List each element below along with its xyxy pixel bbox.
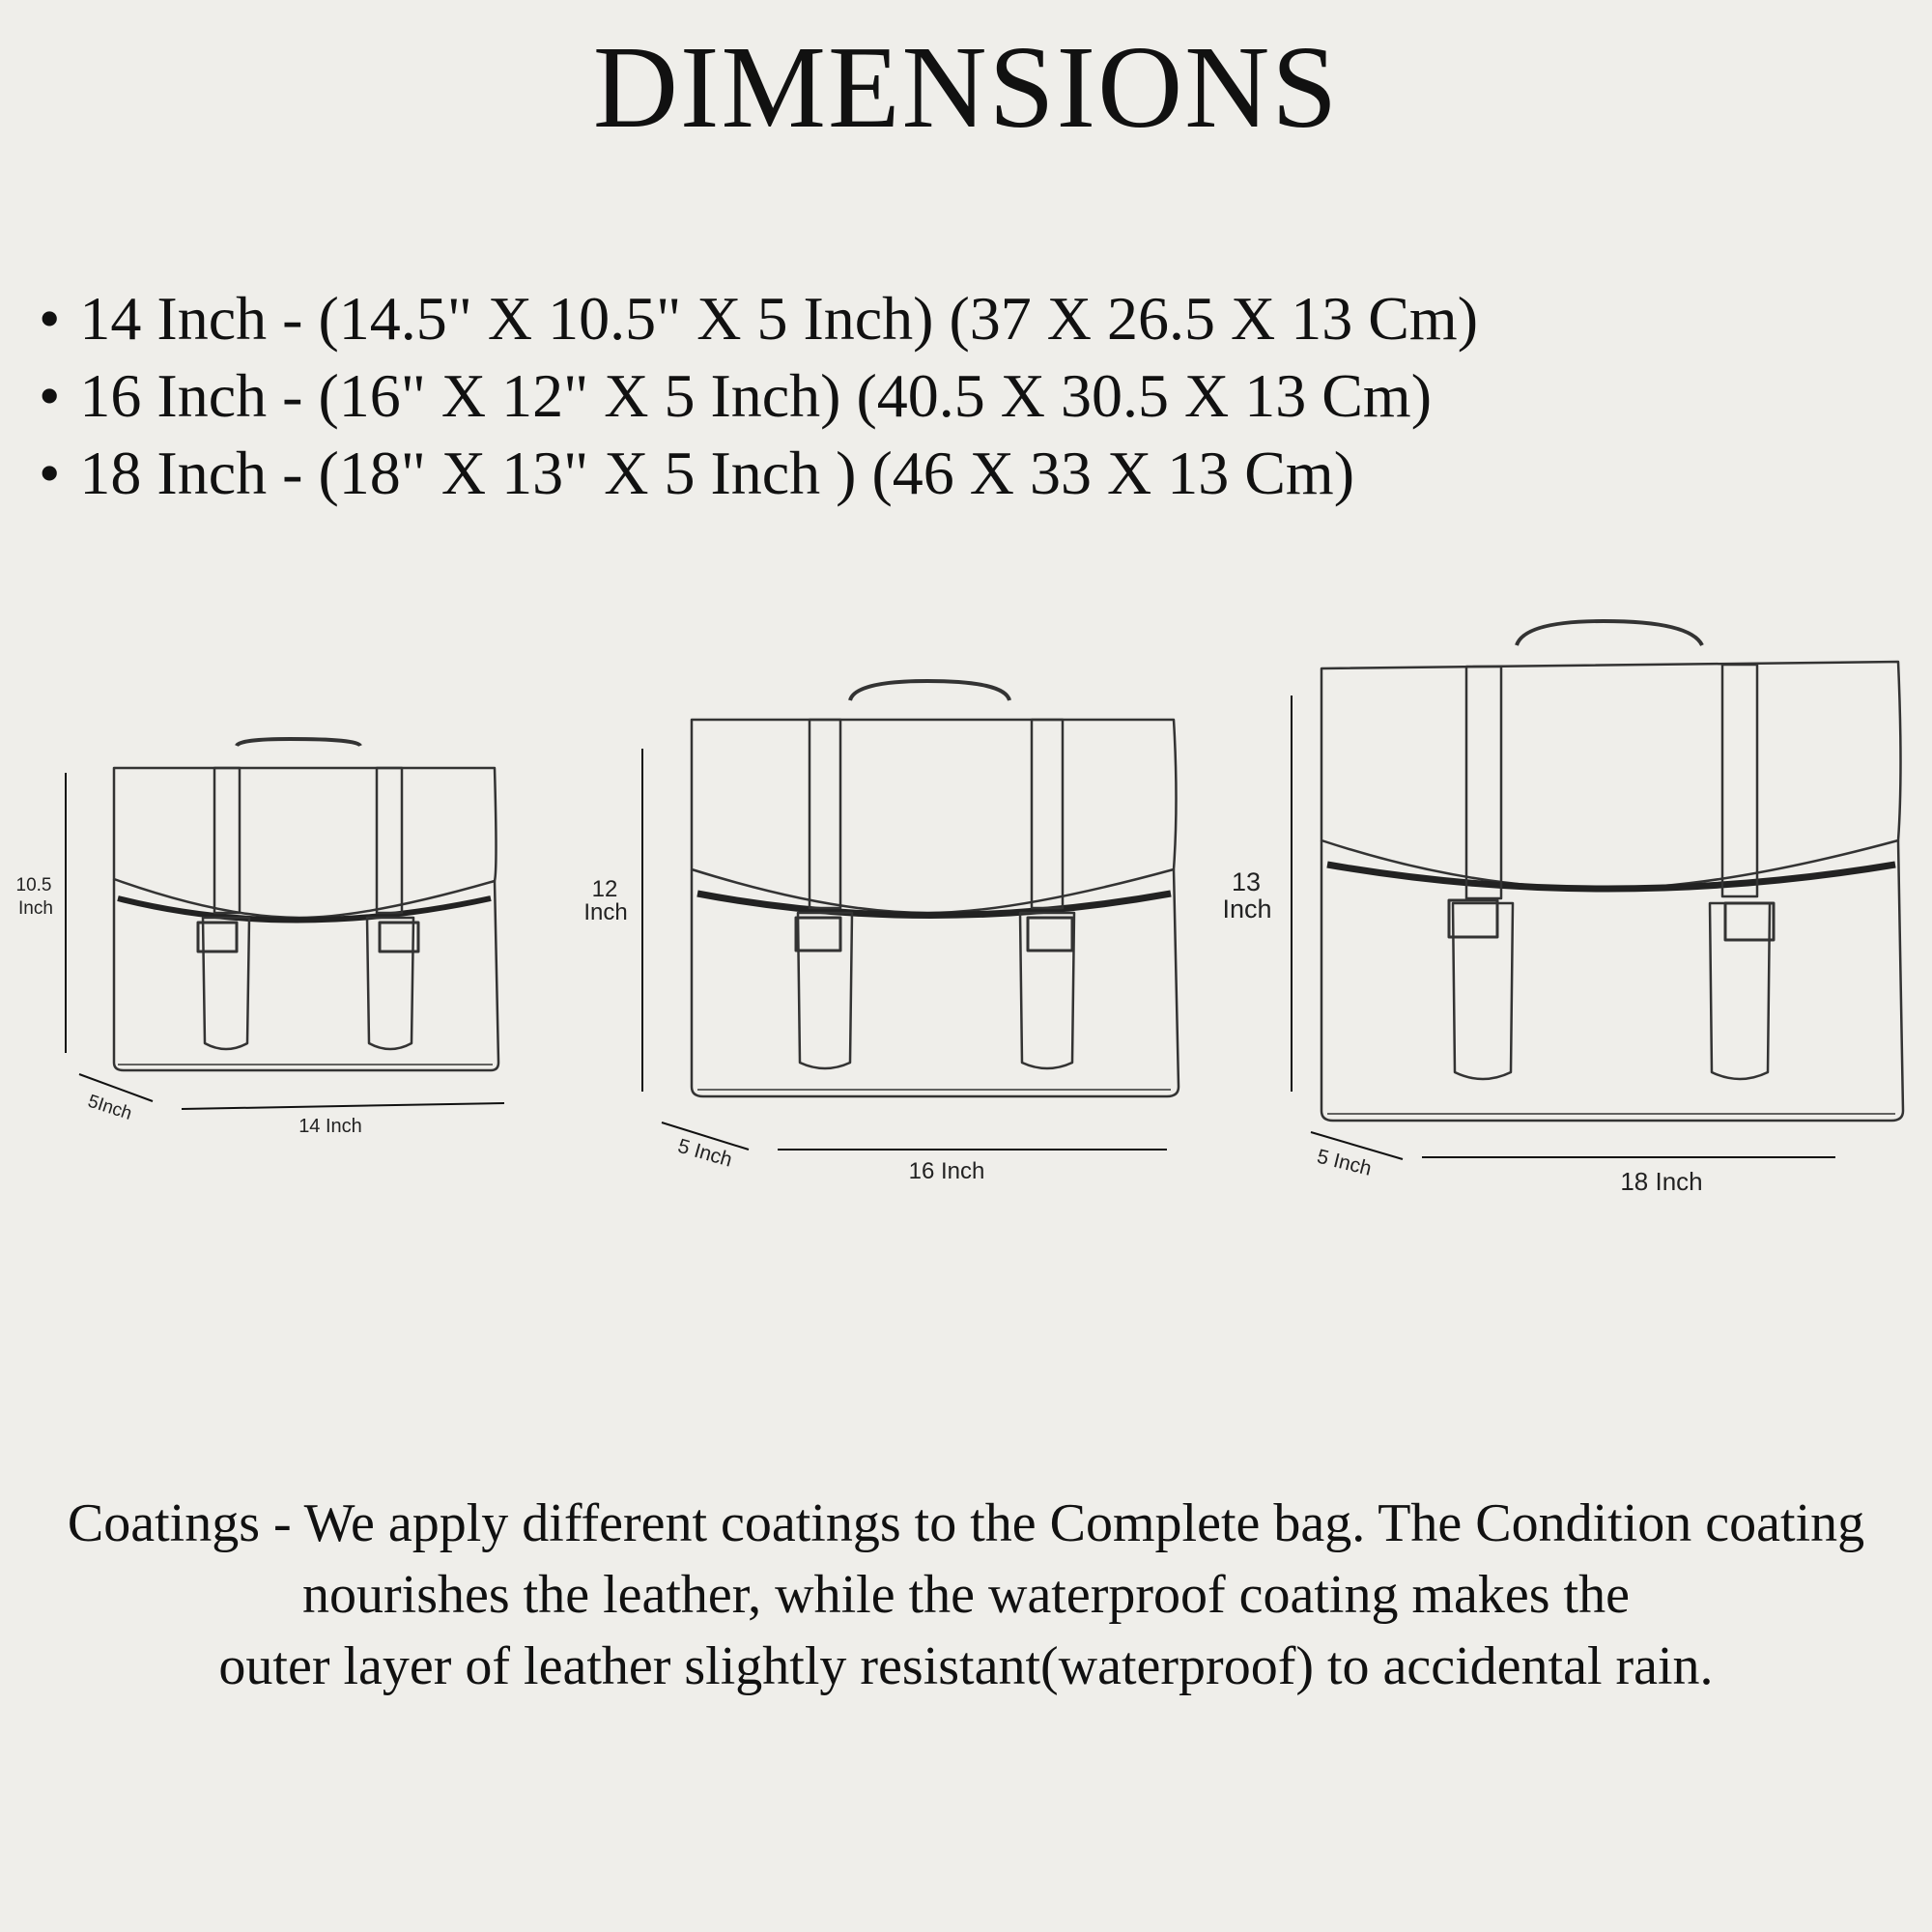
bag-16-inch-illustration [692, 681, 1179, 1096]
spec-16-inch: • 16 Inch - (16" X 12" X 5 Inch) (40.5 X 30.5 X 13 Cm) [39, 357, 1478, 435]
bag-16-depth-label: 5 Inch [675, 1134, 735, 1172]
bag-18-depth-label: 5 Inch [1315, 1145, 1375, 1180]
bag-18-inch-illustration [1321, 621, 1903, 1121]
bag-18-height-label: 13 [1231, 867, 1262, 896]
bag-16-width-label: 16 Inch [908, 1158, 985, 1184]
coating-description [0, 1488, 1932, 1702]
bag-14-height-label: 10.5 [15, 875, 52, 895]
bag-14-height-unit: Inch [18, 898, 53, 919]
bag-size-diagram [0, 599, 1932, 1217]
coating-line-1: Coatings - We apply different coatings to the Complete bag. The Condition coating [67, 1493, 1865, 1553]
bag-18-height-unit: Inch [1222, 895, 1272, 923]
bag-18-width-label: 18 Inch [1620, 1167, 1703, 1196]
bag-14-depth-label: 5Inch [85, 1091, 135, 1124]
coating-line-3: outer layer of leather slightly resistant(waterproof) to accidental rain. [218, 1636, 1714, 1696]
spec-18-inch: • 18 Inch - (18" X 13" X 5 Inch ) (46 X 33 X 13 Cm) [39, 435, 1478, 512]
size-spec-list [39, 280, 1478, 512]
coating-line-2: nourishes the leather, while the waterproof coating makes the [302, 1565, 1630, 1625]
spec-14-inch: • 14 Inch - (14.5" X 10.5" X 5 Inch) (37 X 26.5 X 13 Cm) [39, 280, 1478, 357]
bag-14-inch-illustration [114, 739, 498, 1070]
bag-16-height-unit: Inch [583, 899, 628, 925]
bag-16-height-label: 12 [591, 876, 618, 902]
bag-14-width-label: 14 Inch [298, 1116, 362, 1137]
page-title: DIMENSIONS [592, 22, 1340, 153]
